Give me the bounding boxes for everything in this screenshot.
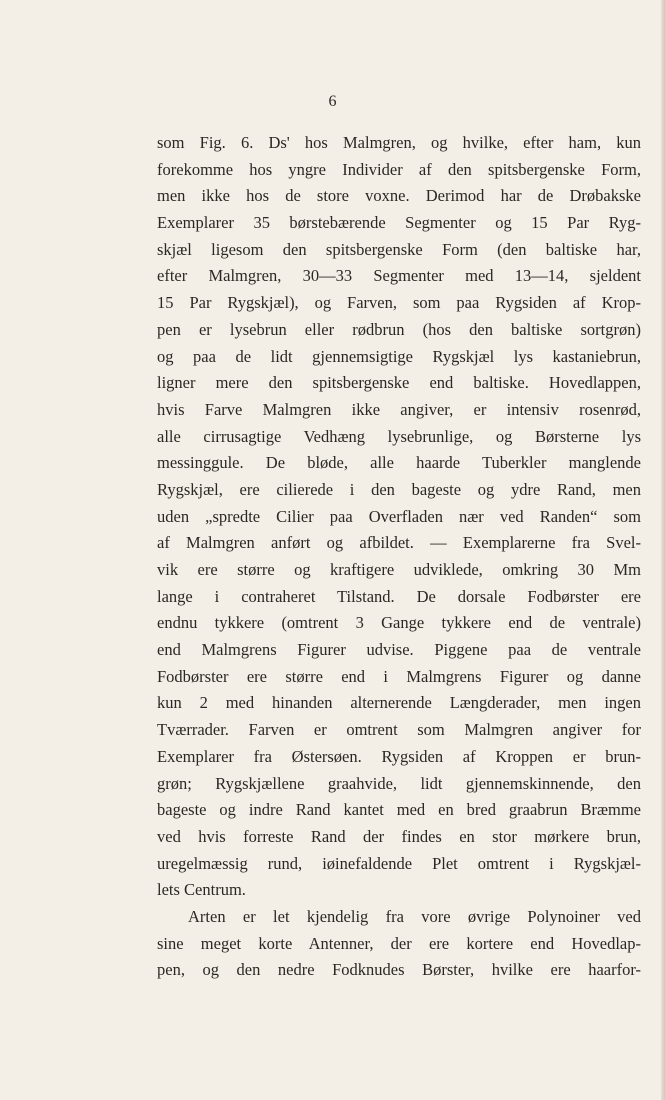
text-line: sine meget korte Antenner, der ere kortere end Hovedlap- (157, 933, 641, 953)
text-line: Exemplarer fra Østersøen. Rygsiden af Kroppen er brun- (157, 746, 641, 766)
text-line: bageste og indre Rand kantet med en bred graabrun Bræmme (157, 800, 641, 820)
body-text (157, 130, 641, 984)
text-line: grøn; Rygskjællene graahvide, lidt gjennemskinnende, den (157, 773, 641, 793)
page-number: 6 (328, 93, 337, 110)
text-line: vik ere større og kraftigere udviklede, omkring 30 Mm (157, 560, 641, 579)
text-line: kun 2 med hinanden alternerende Længderader, men ingen (157, 693, 641, 713)
text-line: efter Malmgren, 30—33 Segmenter med 13—14, sjeldent (157, 266, 641, 286)
text-line: uden „spredte Cilier paa Overfladen nær ved Randen“ som (157, 506, 641, 526)
text-line: pen, og den nedre Fodknudes Børster, hvilke ere haarfor- (157, 960, 641, 980)
text-line: messinggule. De bløde, alle haarde Tuberkler manglende (157, 453, 641, 473)
text-line-paragraph-end: lets Centrum. (157, 880, 246, 900)
text-line: skjæl ligesom den spitsbergenske Form (den baltiske har, (157, 239, 641, 259)
text-line: end Malmgrens Figurer udvise. Piggene paa de ventrale (157, 640, 641, 660)
text-line: som Fig. 6. Ds' hos Malmgren, og hvilke, efter ham, kun (157, 133, 641, 152)
text-line: Rygskjæl, ere cilierede i den bageste og ydre Rand, men (157, 479, 641, 499)
text-line: pen er lysebrun eller rødbrun (hos den baltiske sortgrøn) (157, 319, 641, 339)
text-line: ved hvis forreste Rand der findes en stor mørkere brun, (157, 826, 641, 846)
text-line: og paa de lidt gjennemsigtige Rygskjæl lys kastaniebrun, (157, 346, 641, 366)
text-line: ligner mere den spitsbergenske end baltiske. Hovedlappen, (157, 373, 641, 393)
text-line-paragraph-start: Arten er let kjendelig fra vore øvrige Polynoiner ved (188, 906, 641, 926)
text-line: Fodbørster ere større end i Malmgrens Figurer og danne (157, 666, 641, 686)
text-line: af Malmgren anført og afbildet. — Exemplarerne fra Svel- (157, 533, 641, 553)
text-line: forekomme hos yngre Individer af den spitsbergenske Form, (157, 159, 641, 179)
text-line: alle cirrusagtige Vedhæng lysebrunlige, og Børsterne lys (157, 426, 641, 446)
page-edge (661, 0, 665, 1100)
text-line: lange i contraheret Tilstand. De dorsale Fodbørster ere (157, 586, 641, 606)
text-line: 15 Par Rygskjæl), og Farven, som paa Rygsiden af Krop- (157, 293, 641, 313)
text-line: Tværrader. Farven er omtrent som Malmgren angiver for (157, 720, 641, 740)
text-line: hvis Farve Malmgren ikke angiver, er intensiv rosenrød, (157, 399, 641, 419)
text-line: endnu tykkere (omtrent 3 Gange tykkere end de ventrale) (157, 613, 641, 633)
text-line: Exemplarer 35 børstebærende Segmenter og 15 Par Ryg- (157, 213, 641, 233)
text-line: uregelmæssig rund, iøinefaldende Plet omtrent i Rygskjæl- (157, 853, 641, 873)
text-line: men ikke hos de store voxne. Derimod har de Drøbakske (157, 186, 641, 206)
